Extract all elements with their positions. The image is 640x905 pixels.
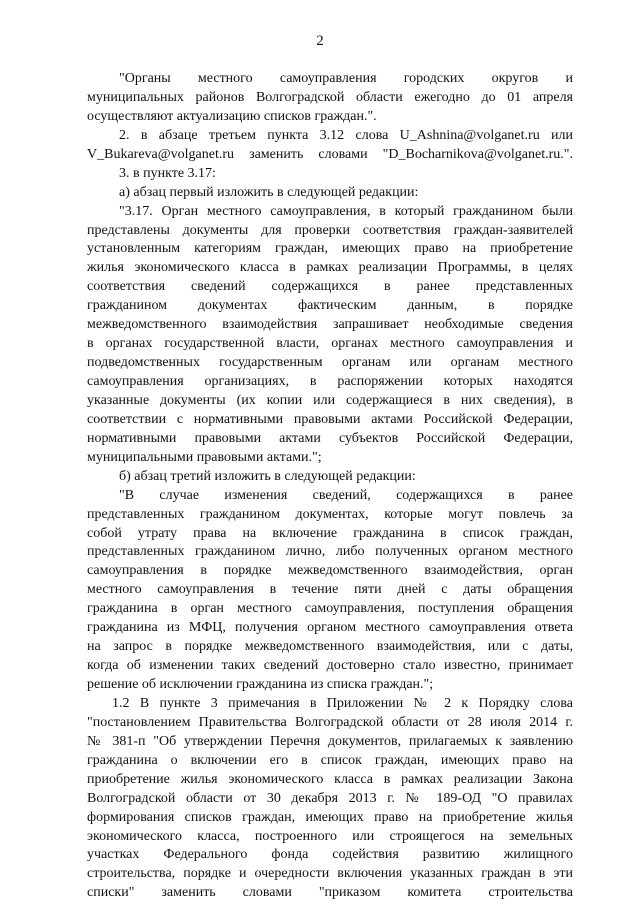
- text-line: указанные документы (их копии или содержащиеся в них сведения), в: [87, 392, 573, 408]
- text-line: 3. в пункте 3.17:: [119, 165, 216, 181]
- text-line: решение об исключении гражданина из списка граждан.";: [87, 677, 434, 692]
- document-body: [87, 70, 573, 903]
- text-line: установленным категориям граждан, имеющих право на приобретение: [87, 241, 573, 257]
- text-line: "Органы местного самоуправления городских округов и: [119, 71, 573, 86]
- text-line: экономического класса, построенного или строящегося на земельных: [87, 828, 573, 844]
- text-line: соответствии с нормативными правовыми актами Российской Федерации,: [87, 411, 573, 427]
- text-line: гражданина о включении его в список граждан, имеющих право на: [87, 752, 573, 768]
- text-line: межведомственного взаимодействия запрашивает необходимые сведения: [87, 317, 573, 333]
- text-line: жилья экономического класса в рамках реализации Программы, в целях: [87, 260, 573, 276]
- text-line: представлены документы для проверки соответствия граждан-заявителей: [87, 222, 573, 238]
- text-line: "3.17. Орган местного самоуправления, в который гражданином были: [119, 203, 573, 219]
- text-line: формирования списков граждан, имеющих право на приобретение жилья: [87, 809, 573, 825]
- text-line: соответствия сведений содержащихся в ранее представленных: [87, 279, 573, 295]
- text-line: "В случае изменения сведений, содержащихся в ранее: [119, 487, 573, 503]
- text-line: в органах государственной власти, органах местного самоуправления и: [87, 336, 573, 352]
- text-line: приобретение жилья экономического класса в рамках реализации Закона: [87, 771, 573, 787]
- text-line: осуществляют актуализацию списков граждан.".: [87, 108, 377, 124]
- text-line: представленных гражданином лично, либо полученных органом местного: [87, 544, 573, 560]
- text-line: 1.2 В пункте 3 примечания в Приложении № 2 к Порядку слова: [112, 695, 573, 711]
- text-line: участках Федерального фонда содействия развитию жилищного: [87, 847, 573, 863]
- text-line: а) абзац первый изложить в следующей редакции:: [119, 184, 419, 200]
- text-line: 2. в абзаце третьем пункта 3.12 слова U_Ashnina@volganet.ru или: [119, 127, 573, 143]
- text-line: гражданина из МФЦ, получения органом местного самоуправления ответа: [87, 620, 573, 636]
- page-number: 2: [316, 33, 324, 49]
- text-line: б) абзац третий изложить в следующей редакции:: [119, 468, 416, 484]
- text-line: самоуправления в порядке межведомственного взаимодействия, орган: [87, 563, 573, 579]
- text-line: Волгоградской области от 30 декабря 2013 г. № 189-ОД "О правилах: [87, 790, 573, 806]
- text-line: собой утрату права на включение гражданина в список граждан,: [87, 525, 573, 541]
- text-line: нормативными правовыми актами субъектов Российской Федерации,: [87, 430, 573, 446]
- text-line: "постановлением Правительства Волгоградской области от 28 июля 2014 г.: [87, 714, 573, 730]
- text-line: местного самоуправления в течение пяти дней с даты обращения: [87, 582, 573, 598]
- text-line: V_Bukareva@volganet.ru заменить словами "D_Bocharnikova@volganet.ru.".: [87, 146, 573, 162]
- text-line: гражданина в орган местного самоуправления, поступления обращения: [87, 601, 573, 617]
- text-line: представленных гражданином документах, которые могут повлечь за: [87, 506, 573, 522]
- text-line: муниципальных районов Волгоградской области ежегодно до 01 апреля: [87, 89, 573, 105]
- text-line: подведомственных государственным органам или органам местного: [87, 355, 573, 371]
- text-line: на запрос в порядке межведомственного взаимодействия, или с даты,: [87, 639, 573, 655]
- text-line: муниципальными правовыми актами.";: [87, 449, 322, 465]
- text-line: списки" заменить словами "приказом комитета строительства: [87, 885, 573, 901]
- text-line: когда об изменении таких сведений достоверно стало известно, принимает: [87, 658, 573, 674]
- text-line: строительства, порядке и очередности включения указанных граждан в эти: [87, 866, 573, 882]
- text-line: самоуправления организациях, в распоряжении которых находятся: [87, 374, 573, 389]
- text-line: гражданином документах фактическим данным, в порядке: [87, 298, 573, 314]
- text-line: № 381-п "Об утверждении Перечня документов, прилагаемых к заявлению: [87, 733, 573, 749]
